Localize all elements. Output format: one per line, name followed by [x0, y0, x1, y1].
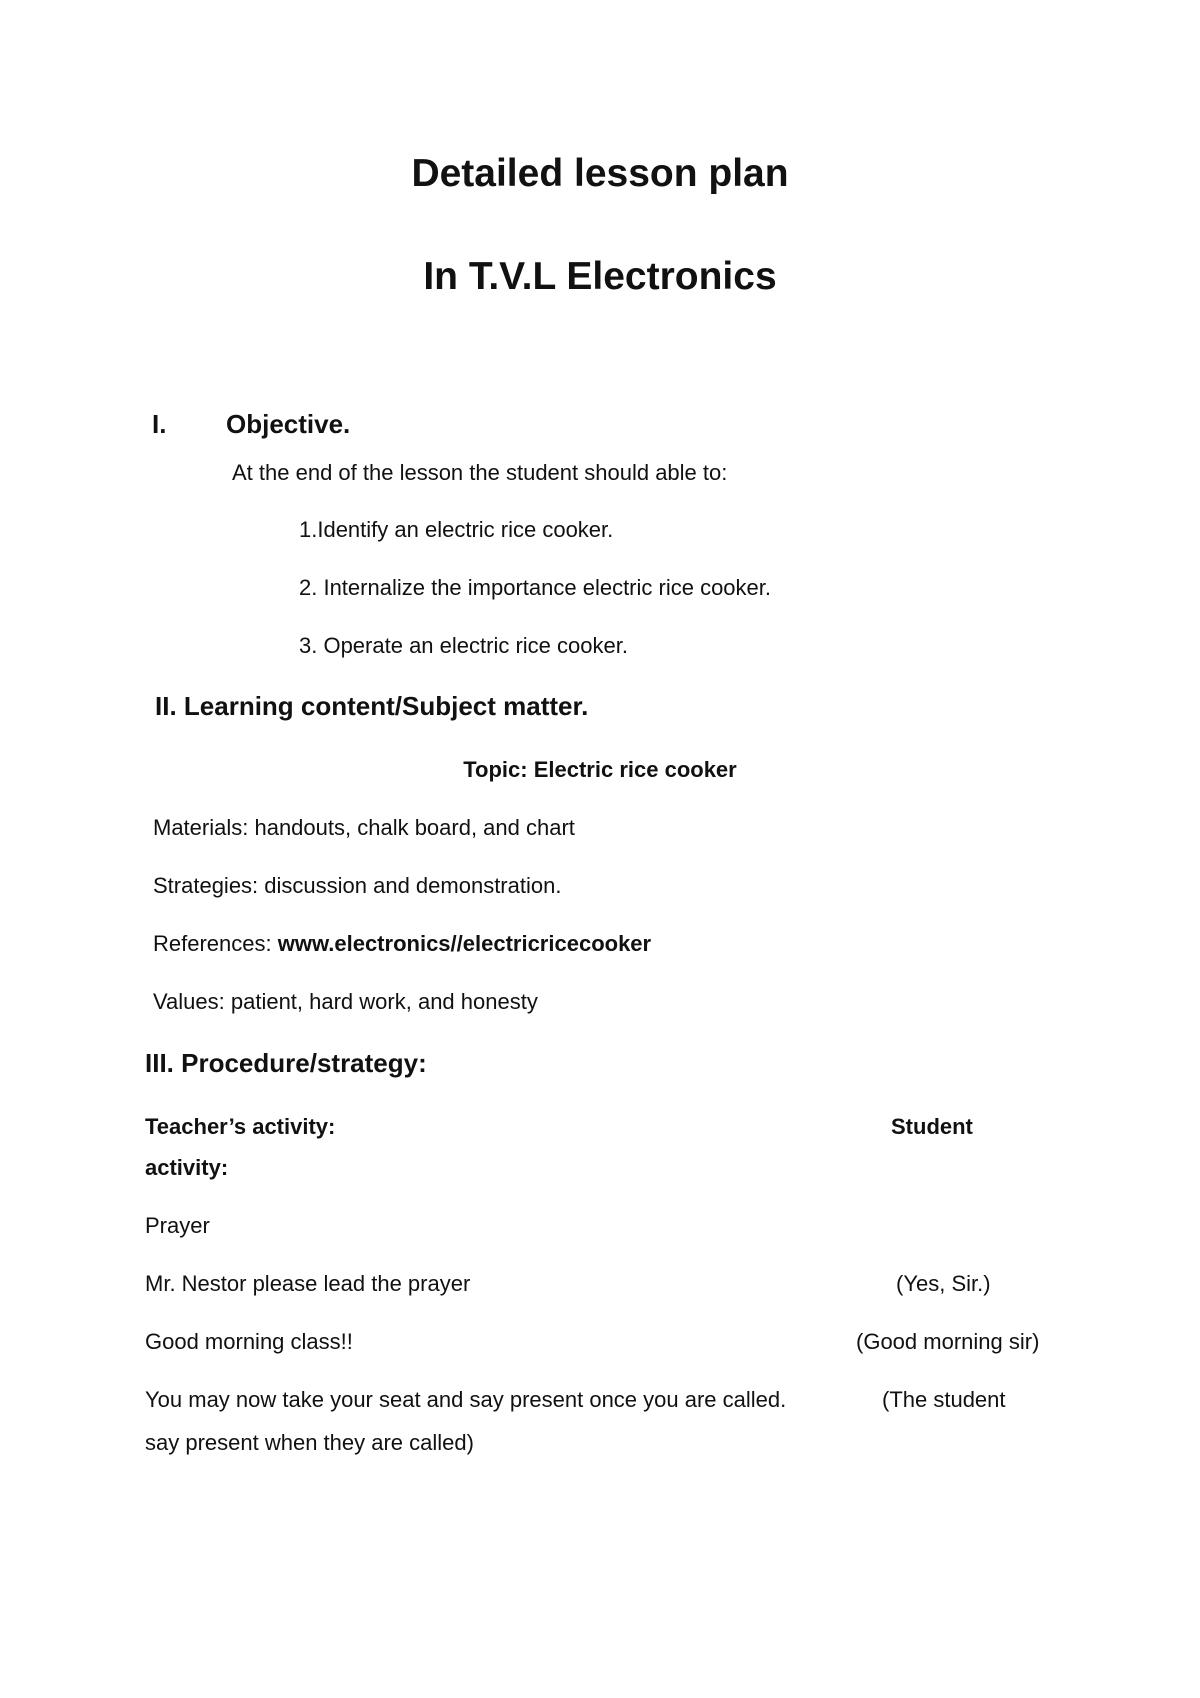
- references-link: www.electronics//electricricecooker: [277, 931, 652, 956]
- topic-line: Topic: Electric rice cooker: [463, 757, 737, 782]
- document-title: Detailed lesson plan: [411, 152, 789, 195]
- teacher-activity: Mr. Nestor please lead the prayer: [145, 1271, 471, 1296]
- strategies-line: Strategies: discussion and demonstration.: [153, 873, 562, 898]
- student-activity-cont: say present when they are called): [145, 1430, 474, 1455]
- student-activity: (The student: [882, 1387, 1006, 1412]
- student-activity-label-cont: activity:: [145, 1155, 229, 1180]
- objective-item: 2. Internalize the importance electric rice cooker.: [299, 575, 772, 600]
- student-activity: (Good morning sir): [856, 1329, 1040, 1354]
- references-label: References:: [153, 931, 278, 956]
- student-activity: (Yes, Sir.): [896, 1271, 991, 1296]
- references-line: [153, 931, 651, 957]
- section-1-heading: Objective.: [226, 409, 351, 439]
- student-activity-label: Student: [891, 1114, 973, 1139]
- values-line: Values: patient, hard work, and honesty: [153, 989, 538, 1014]
- objective-item: 1.Identify an electric rice cooker.: [299, 517, 614, 542]
- prayer-line: Prayer: [145, 1213, 210, 1238]
- teacher-activity: Good morning class!!: [145, 1329, 353, 1354]
- objective-item: 3. Operate an electric rice cooker.: [299, 633, 628, 658]
- section-1-numeral: I.: [152, 409, 167, 439]
- document-subtitle: In T.V.L Electronics: [423, 255, 777, 298]
- section-3-heading: III. Procedure/strategy:: [145, 1048, 427, 1078]
- materials-line: Materials: handouts, chalk board, and chart: [153, 815, 575, 840]
- teacher-activity-label: Teacher’s activity:: [145, 1114, 336, 1139]
- teacher-activity: You may now take your seat and say present once you are called.: [145, 1387, 787, 1412]
- section-2-heading: II. Learning content/Subject matter.: [155, 691, 589, 721]
- objective-intro: At the end of the lesson the student should able to:: [232, 460, 728, 485]
